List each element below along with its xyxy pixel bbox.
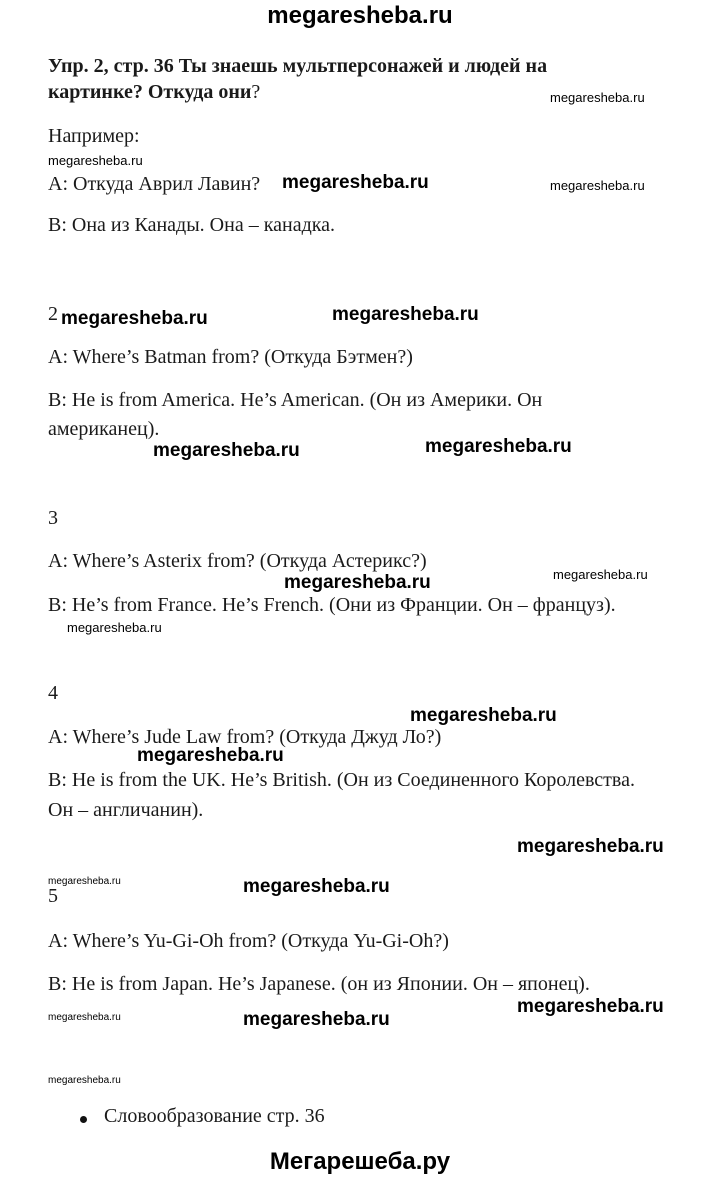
exercise-title-line-2 [48, 80, 260, 104]
watermark-bold: megaresheba.ru [243, 876, 390, 897]
bullet-text: Словообразование стр. 36 [104, 1105, 325, 1127]
item-question: A: Where’s Jude Law from? (Откуда Джуд Ло?) [48, 726, 442, 748]
watermark-bold: megaresheba.ru [517, 836, 664, 857]
example-question: A: Откуда Аврил Лавин? [48, 173, 261, 195]
watermark-bold: megaresheba.ru [284, 572, 431, 593]
watermark-bold: megaresheba.ru [425, 436, 572, 457]
item-number: 4 [48, 682, 58, 704]
item-answer-line-1: B: He is from Japan. He’s Japanese. (он из Японии. Он – японец). [48, 973, 590, 995]
exercise-title-bold: картинке? Откуда они [48, 81, 252, 103]
site-header: megaresheba.ru [267, 2, 453, 29]
watermark-small: megaresheba.ru [48, 153, 143, 168]
item-answer-line-1: B: He is from America. He’s American. (Он из Америки. Он [48, 389, 543, 411]
watermark-tiny: megaresheba.ru [48, 1012, 121, 1023]
watermark-bold: megaresheba.ru [332, 304, 479, 325]
exercise-title-question-mark: ? [251, 81, 261, 103]
item-number: 5 [48, 885, 58, 907]
watermark-bold: megaresheba.ru [243, 1009, 390, 1030]
watermark-small: megaresheba.ru [553, 567, 648, 582]
watermark-bold: megaresheba.ru [61, 308, 208, 329]
item-answer-line-1: B: He is from the UK. He’s British. (Он из Соединенного Королевства. [48, 769, 635, 791]
watermark-bold: megaresheba.ru [137, 745, 284, 766]
item-answer-line-2: Он – англичанин). [48, 799, 204, 821]
item-answer-line-1: B: He’s from France. He’s French. (Они из Франции. Он – француз). [48, 594, 616, 616]
exercise-title-line-1: Упр. 2, стр. 36 Ты знаешь мультперсонажей и людей на [48, 55, 548, 77]
item-question: A: Where’s Batman from? (Откуда Бэтмен?) [48, 346, 413, 368]
watermark-small: megaresheba.ru [550, 178, 645, 193]
watermark-bold: megaresheba.ru [517, 996, 664, 1017]
watermark-bold: megaresheba.ru [282, 172, 429, 193]
watermark-bold: megaresheba.ru [153, 440, 300, 461]
example-answer: B: Она из Канады. Она – канадка. [48, 214, 336, 236]
watermark-tiny: megaresheba.ru [48, 1075, 121, 1086]
item-question: A: Where’s Yu-Gi-Oh from? (Откуда Yu-Gi-Oh?) [48, 930, 449, 952]
item-answer-line-2: американец). [48, 418, 160, 440]
bullet-icon [80, 1110, 87, 1128]
watermark-small: megaresheba.ru [550, 90, 645, 105]
item-number: 3 [48, 507, 58, 529]
watermark-tiny: megaresheba.ru [48, 876, 121, 887]
item-number: 2 [48, 303, 58, 325]
watermark-small: megaresheba.ru [67, 620, 162, 635]
example-intro: Например: [48, 125, 140, 147]
site-footer: Мегарешеба.ру [269, 1148, 451, 1175]
watermark-bold: megaresheba.ru [410, 705, 557, 726]
item-question: A: Where’s Asterix from? (Откуда Астерикс?) [48, 550, 427, 572]
